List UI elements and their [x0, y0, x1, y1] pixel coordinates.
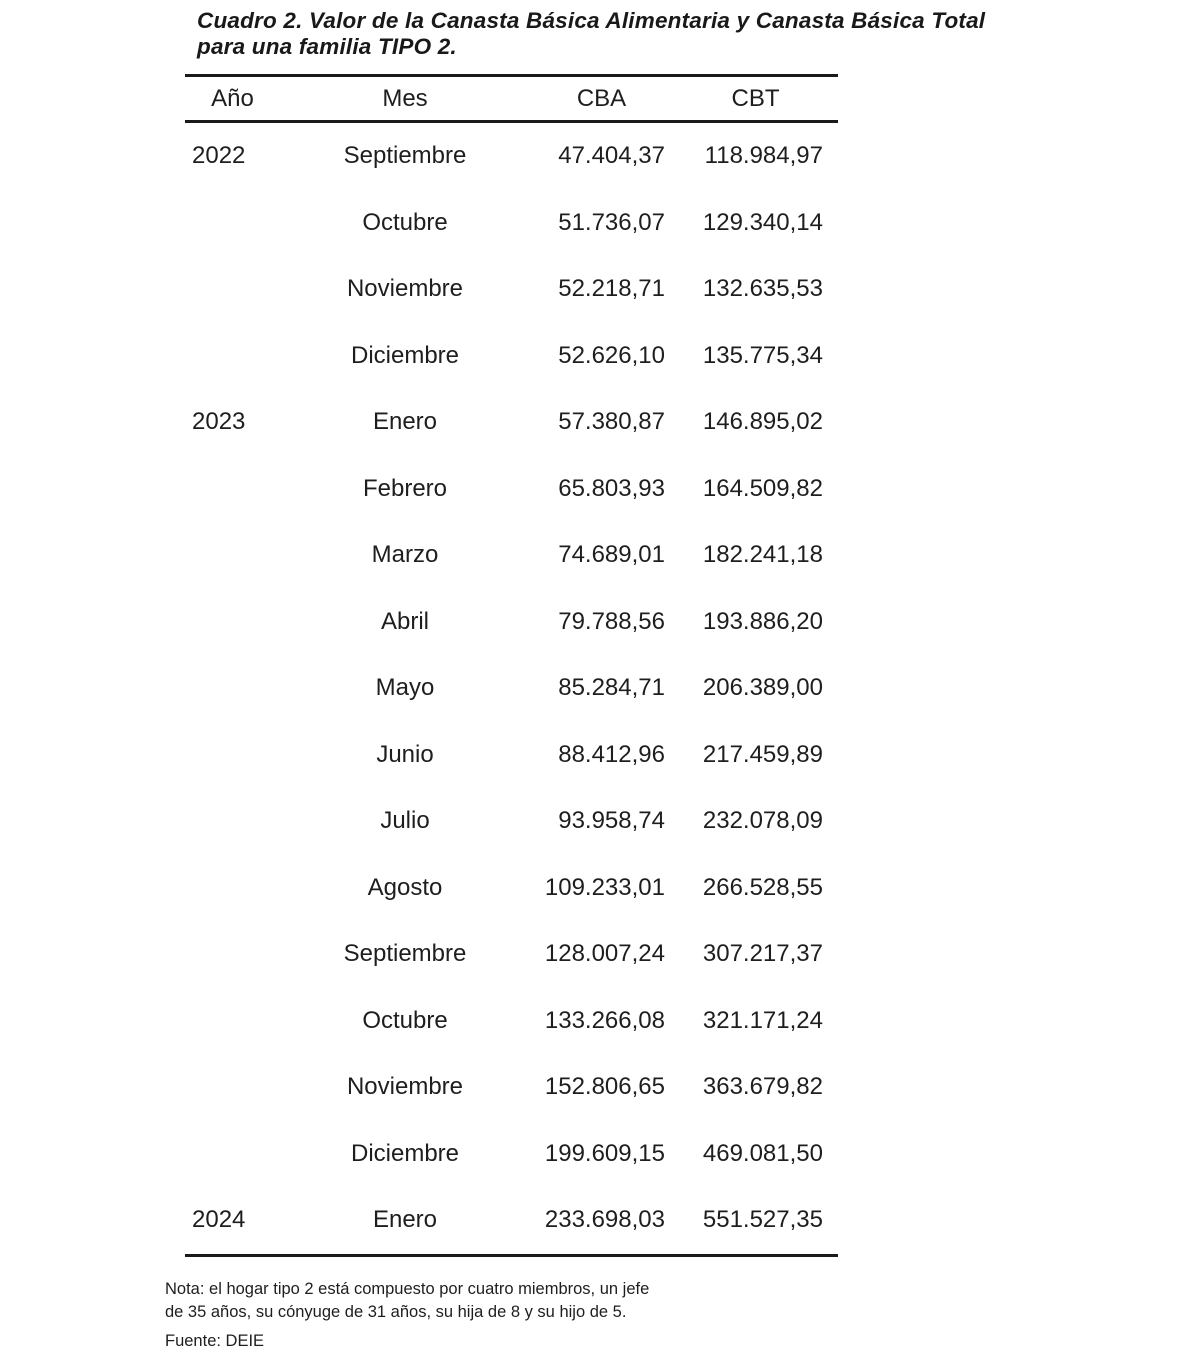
table-row — [185, 123, 838, 190]
table-cell-cbt: 469.081,50 — [702, 1139, 823, 1167]
table-cell-cba: 85.284,71 — [558, 674, 665, 702]
table-cell-cba: 93.958,74 — [558, 807, 665, 835]
table-cell-cbt: 164.509,82 — [702, 474, 823, 502]
table-cell-cbt: 146.895,02 — [702, 408, 823, 436]
table-cell-month: Julio — [380, 807, 430, 835]
table-note — [165, 1278, 805, 1324]
table-cell-cba: 152.806,65 — [544, 1073, 665, 1101]
table-cell-cbt: 182.241,18 — [702, 541, 823, 569]
table-cell-cba: 52.218,71 — [558, 275, 665, 303]
table-cell-month: Diciembre — [350, 341, 460, 369]
table-row — [185, 988, 838, 1055]
table-cell-cba: 109.233,01 — [544, 873, 665, 901]
table-cell-cbt: 135.775,34 — [702, 341, 823, 369]
table-cell-cba: 51.736,07 — [558, 208, 665, 236]
table-cell-month: Enero — [372, 408, 438, 436]
table-cell-cbt: 129.340,14 — [702, 208, 823, 236]
table-cell-month: Febrero — [362, 474, 448, 502]
table-cell-month: Marzo — [371, 541, 439, 569]
table-cell-cba: 199.609,15 — [544, 1139, 665, 1167]
table-cell-month: Diciembre — [350, 1139, 460, 1167]
table-cell-month: Mayo — [375, 674, 435, 702]
table-cell-cba: 133.266,08 — [544, 1006, 665, 1034]
table-row — [185, 522, 838, 589]
header-cbt: CBT — [731, 84, 780, 112]
table-cell-cbt: 551.527,35 — [702, 1206, 823, 1234]
table-cell-month: Enero — [372, 1206, 438, 1234]
table-row — [185, 589, 838, 656]
table-header-row — [185, 77, 838, 120]
table-note-line2: de 35 años, su cónyuge de 31 años, su hija de 8 y su hijo de 5. — [165, 1303, 627, 1321]
table-cell-cbt: 118.984,97 — [704, 142, 823, 170]
document-title-line2: para una familia TIPO 2. — [197, 34, 457, 59]
table-cell-month: Septiembre — [343, 142, 467, 170]
table-cell-cba: 52.626,10 — [558, 341, 665, 369]
table-cell-cbt: 206.389,00 — [702, 674, 823, 702]
table-cell-month: Octubre — [362, 208, 448, 236]
table-cell-cbt: 232.078,09 — [702, 807, 823, 835]
table-cell-month: Agosto — [367, 873, 443, 901]
table-row — [185, 1121, 838, 1188]
table-cell-cba: 65.803,93 — [558, 474, 665, 502]
table-cell-month: Noviembre — [346, 1073, 464, 1101]
table-cell-cbt: 363.679,82 — [702, 1073, 823, 1101]
document-title — [197, 8, 1107, 60]
table-cell-month: Abril — [380, 607, 429, 635]
table-cell-cba: 88.412,96 — [558, 740, 665, 768]
table-row — [185, 1187, 838, 1254]
table-cell-year: 2024 — [192, 1206, 246, 1234]
table-cell-cbt: 217.459,89 — [702, 740, 823, 768]
table-cell-year: 2022 — [192, 142, 246, 170]
table-cell-cbt: 321.171,24 — [702, 1006, 823, 1034]
table-cell-cbt: 132.635,53 — [702, 275, 823, 303]
table-cell-month: Junio — [376, 740, 434, 768]
table-note-line1: Nota: el hogar tipo 2 está compuesto por cuatro miembros, un jefe — [165, 1280, 650, 1298]
table-cell-cba: 233.698,03 — [544, 1206, 665, 1234]
table-cell-month: Octubre — [362, 1006, 448, 1034]
table-cell-cbt: 266.528,55 — [702, 873, 823, 901]
table-row — [185, 456, 838, 523]
table-row — [185, 788, 838, 855]
table-cell-cba: 128.007,24 — [544, 940, 665, 968]
document-title-line1: Cuadro 2. Valor de la Canasta Básica Alimentaria y Canasta Básica Total — [197, 8, 986, 33]
table-row — [185, 855, 838, 922]
table-cell-cba: 57.380,87 — [558, 408, 665, 436]
table-row — [185, 655, 838, 722]
table-row — [185, 722, 838, 789]
table-bottom-rule — [185, 1254, 838, 1257]
table-body — [185, 123, 838, 1254]
data-table — [185, 74, 838, 1257]
table-row — [185, 389, 838, 456]
header-year: Año — [211, 84, 254, 112]
table-row — [185, 323, 838, 390]
table-cell-cba: 79.788,56 — [558, 607, 665, 635]
table-cell-cbt: 193.886,20 — [702, 607, 823, 635]
header-cba: CBA — [576, 84, 627, 112]
table-cell-month: Septiembre — [343, 940, 467, 968]
table-row — [185, 256, 838, 323]
table-row — [185, 1054, 838, 1121]
table-cell-cbt: 307.217,37 — [702, 940, 823, 968]
table-row — [185, 921, 838, 988]
header-month: Mes — [382, 84, 428, 112]
table-cell-year: 2023 — [192, 408, 246, 436]
table-cell-cba: 74.689,01 — [558, 541, 665, 569]
table-cell-cba: 47.404,37 — [558, 142, 665, 170]
table-source: Fuente: DEIE — [165, 1332, 265, 1350]
table-row — [185, 190, 838, 257]
table-cell-month: Noviembre — [346, 275, 464, 303]
